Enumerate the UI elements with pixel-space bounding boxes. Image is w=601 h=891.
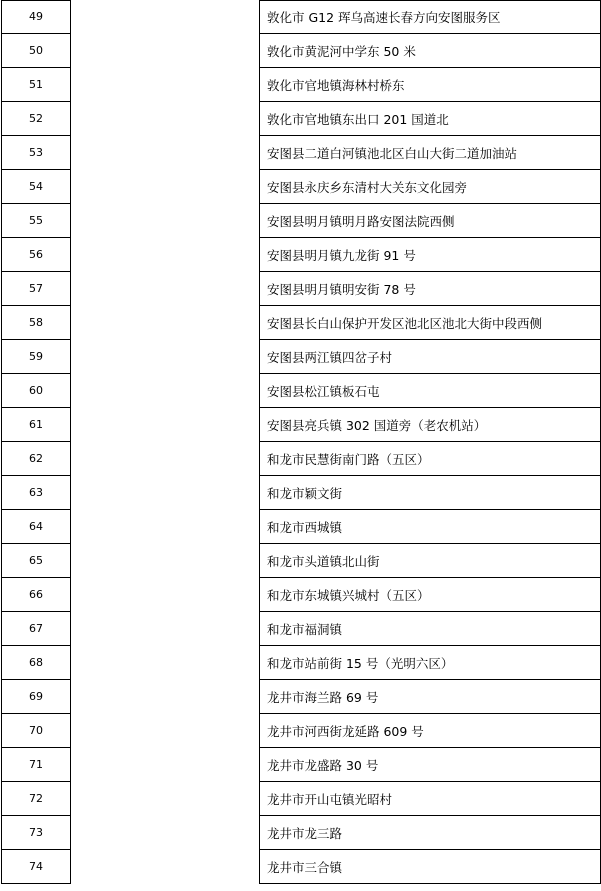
empty-cell: [71, 476, 261, 510]
row-number-cell: 61: [1, 408, 71, 442]
row-number-cell: 55: [1, 204, 71, 238]
table-row: [0, 578, 601, 612]
empty-cell: [71, 748, 261, 782]
empty-cell: [71, 782, 261, 816]
row-number-cell: 66: [1, 578, 71, 612]
table-row: [0, 408, 601, 442]
empty-cell: [71, 170, 261, 204]
location-cell: 龙井市龙盛路 30 号: [259, 748, 601, 782]
location-cell: 敦化市黄泥河中学东 50 米: [259, 34, 601, 68]
row-number-cell: 58: [1, 306, 71, 340]
table-row: [0, 170, 601, 204]
table-row: [0, 714, 601, 748]
table-row: [0, 0, 601, 34]
row-number-cell: 49: [1, 0, 71, 34]
location-cell: 和龙市颖文街: [259, 476, 601, 510]
table-row: [0, 374, 601, 408]
location-cell: 安图县松江镇板石屯: [259, 374, 601, 408]
location-cell: 龙井市龙三路: [259, 816, 601, 850]
row-number-cell: 54: [1, 170, 71, 204]
row-number-cell: 71: [1, 748, 71, 782]
row-number-cell: 70: [1, 714, 71, 748]
table-row: [0, 272, 601, 306]
empty-cell: [71, 374, 261, 408]
row-number-cell: 64: [1, 510, 71, 544]
location-cell: 和龙市民慧街南门路（五区）: [259, 442, 601, 476]
location-cell: 安图县明月镇明月路安图法院西侧: [259, 204, 601, 238]
row-number-cell: 73: [1, 816, 71, 850]
empty-cell: [71, 272, 261, 306]
empty-cell: [71, 578, 261, 612]
location-cell: 安图县明月镇九龙街 91 号: [259, 238, 601, 272]
location-cell: 敦化市官地镇东出口 201 国道北: [259, 102, 601, 136]
location-cell: 安图县永庆乡东清村大关东文化园旁: [259, 170, 601, 204]
row-number-cell: 53: [1, 136, 71, 170]
table-row: [0, 782, 601, 816]
table-row: [0, 34, 601, 68]
row-number-cell: 51: [1, 68, 71, 102]
location-cell: 龙井市开山屯镇光昭村: [259, 782, 601, 816]
table-row: [0, 612, 601, 646]
table-row: [0, 748, 601, 782]
table-row: [0, 850, 601, 884]
location-cell: 安图县长白山保护开发区池北区池北大街中段西侧: [259, 306, 601, 340]
location-cell: 龙井市海兰路 69 号: [259, 680, 601, 714]
location-cell: 安图县二道白河镇池北区白山大街二道加油站: [259, 136, 601, 170]
location-cell: 和龙市西城镇: [259, 510, 601, 544]
location-cell: 敦化市 G12 珲乌高速长春方向安图服务区: [259, 0, 601, 34]
row-number-cell: 62: [1, 442, 71, 476]
empty-cell: [71, 238, 261, 272]
row-number-cell: 56: [1, 238, 71, 272]
empty-cell: [71, 136, 261, 170]
empty-cell: [71, 102, 261, 136]
table-row: [0, 680, 601, 714]
row-number-cell: 72: [1, 782, 71, 816]
table-row: [0, 102, 601, 136]
table-row: [0, 136, 601, 170]
empty-cell: [71, 714, 261, 748]
empty-cell: [71, 646, 261, 680]
row-number-cell: 63: [1, 476, 71, 510]
location-cell: 和龙市东城镇兴城村（五区）: [259, 578, 601, 612]
empty-cell: [71, 306, 261, 340]
table-row: [0, 204, 601, 238]
table-row: [0, 238, 601, 272]
empty-cell: [71, 0, 261, 34]
empty-cell: [71, 850, 261, 884]
empty-cell: [71, 34, 261, 68]
table-row: [0, 442, 601, 476]
table-row: [0, 306, 601, 340]
table-row: [0, 68, 601, 102]
row-number-cell: 69: [1, 680, 71, 714]
location-cell: 龙井市三合镇: [259, 850, 601, 884]
empty-cell: [71, 204, 261, 238]
empty-cell: [71, 442, 261, 476]
table-row: [0, 340, 601, 374]
empty-cell: [71, 510, 261, 544]
empty-cell: [71, 340, 261, 374]
row-number-cell: 65: [1, 544, 71, 578]
location-cell: 安图县明月镇明安街 78 号: [259, 272, 601, 306]
empty-cell: [71, 408, 261, 442]
table-row: [0, 816, 601, 850]
row-number-cell: 60: [1, 374, 71, 408]
empty-cell: [71, 68, 261, 102]
location-cell: 安图县亮兵镇 302 国道旁（老农机站）: [259, 408, 601, 442]
location-cell: 和龙市头道镇北山街: [259, 544, 601, 578]
table-row: [0, 510, 601, 544]
table-row: [0, 646, 601, 680]
row-number-cell: 50: [1, 34, 71, 68]
location-cell: 和龙市福洞镇: [259, 612, 601, 646]
row-number-cell: 67: [1, 612, 71, 646]
row-number-cell: 57: [1, 272, 71, 306]
location-cell: 和龙市站前街 15 号（光明六区）: [259, 646, 601, 680]
location-cell: 敦化市官地镇海林村桥东: [259, 68, 601, 102]
row-number-cell: 74: [1, 850, 71, 884]
empty-cell: [71, 544, 261, 578]
row-number-cell: 59: [1, 340, 71, 374]
table-row: [0, 476, 601, 510]
location-cell: 龙井市河西街龙延路 609 号: [259, 714, 601, 748]
row-number-cell: 68: [1, 646, 71, 680]
empty-cell: [71, 612, 261, 646]
table-row: [0, 544, 601, 578]
empty-cell: [71, 680, 261, 714]
empty-cell: [71, 816, 261, 850]
location-cell: 安图县两江镇四岔子村: [259, 340, 601, 374]
row-number-cell: 52: [1, 102, 71, 136]
